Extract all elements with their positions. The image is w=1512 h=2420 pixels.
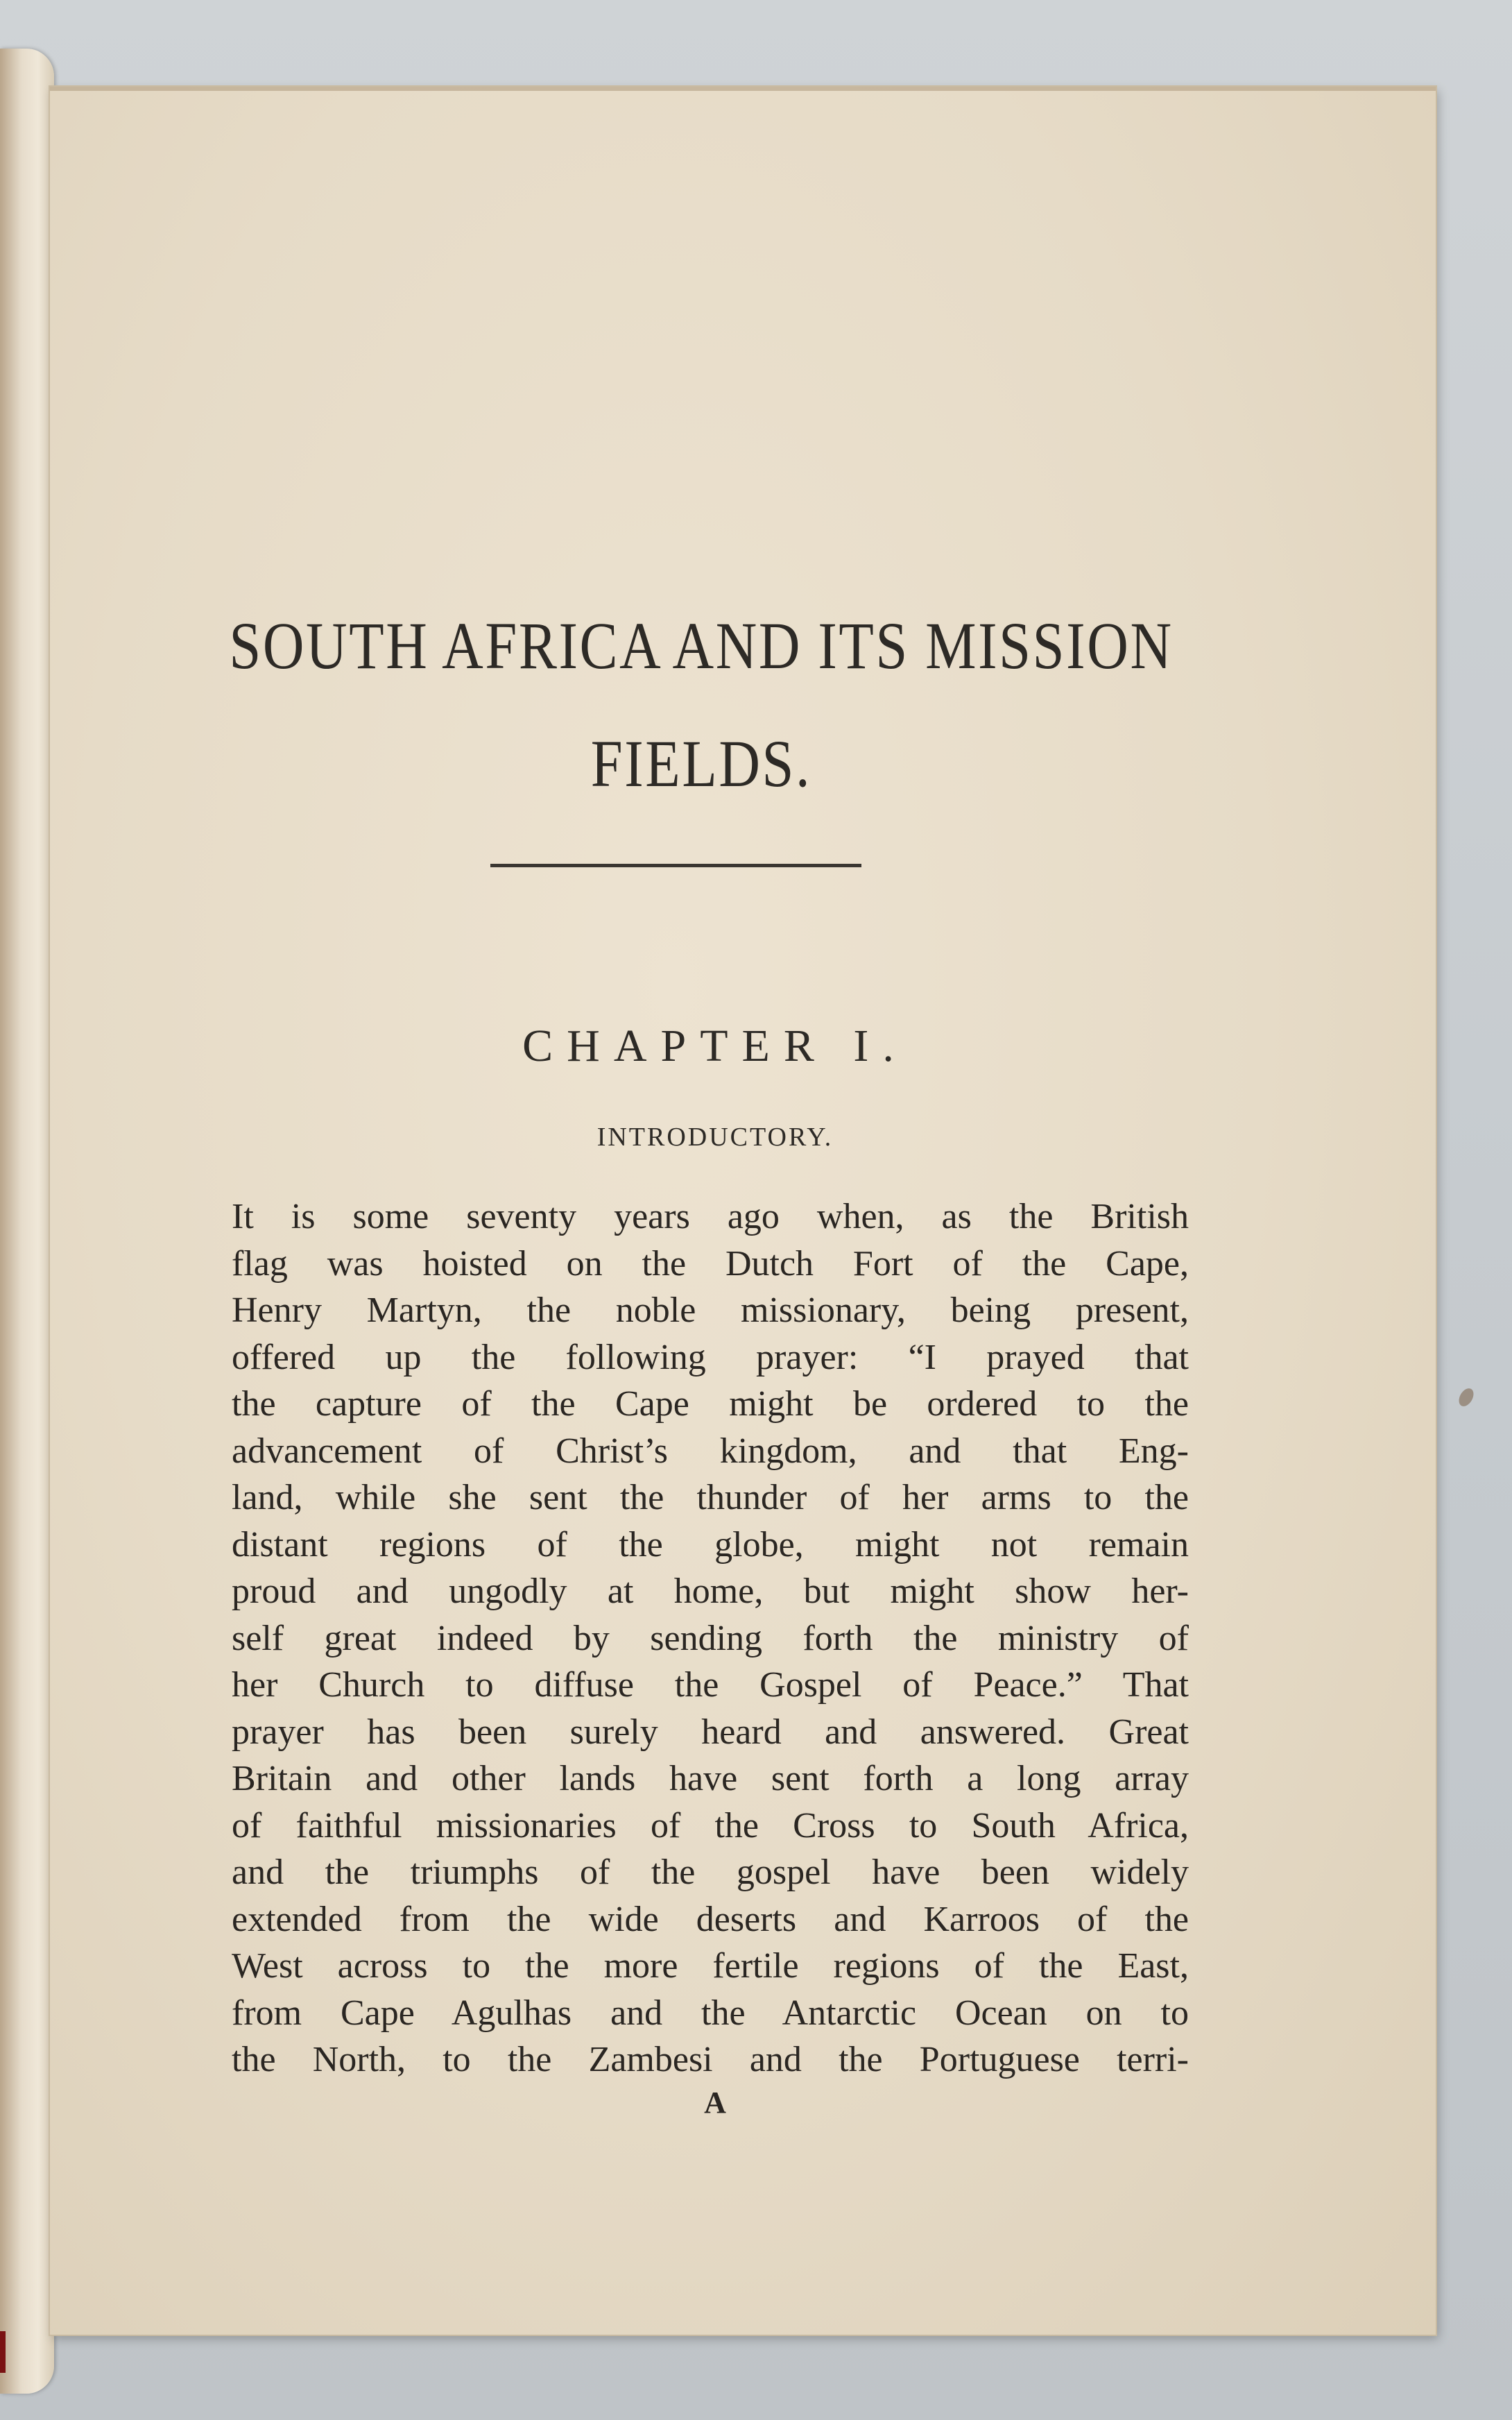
body-line: It is some seventy years ago when, as the British (232, 1197, 1189, 1236)
body-line: extended from the wide deserts and Karroos of the (232, 1899, 1189, 1939)
body-paragraph (232, 1193, 1189, 2084)
body-line: proud and ungodly at home, but might show her- (232, 1571, 1189, 1611)
book-spine-edge (0, 49, 54, 2394)
body-line: prayer has been surely heard and answered. Great (232, 1712, 1189, 1752)
body-line: the North, to the Zambesi and the Portuguese terri- (232, 2040, 1189, 2079)
body-line: offered up the following prayer: “I prayed that (232, 1337, 1189, 1377)
body-line: the capture of the Cape might be ordered to the (232, 1384, 1189, 1424)
book-page (50, 87, 1436, 2335)
body-line: self great indeed by sending forth the ministry of (232, 1618, 1189, 1658)
body-line: distant regions of the globe, might not remain (232, 1524, 1189, 1565)
title-divider-rule (490, 864, 861, 867)
spine-red-mark (0, 2331, 6, 2373)
book-title-line-2: FIELDS. (590, 726, 812, 801)
body-line: from Cape Agulhas and the Antarctic Ocean on to (232, 1993, 1189, 2033)
chapter-heading: CHAPTER I. (522, 1021, 908, 1071)
book-title-line-1: SOUTH AFRICA AND ITS MISSION (229, 608, 1174, 683)
signature-mark: A (704, 2086, 726, 2120)
body-line: flag was hoisted on the Dutch Fort of the Cape, (232, 1243, 1189, 1284)
body-line: West across to the more fertile regions of the East, (232, 1946, 1189, 1986)
paper-smudge (1456, 1386, 1477, 1408)
section-heading: INTRODUCTORY. (596, 1123, 834, 1152)
body-line: Henry Martyn, the noble missionary, being present, (232, 1290, 1189, 1330)
body-line: advancement of Christ’s kingdom, and that Eng- (232, 1431, 1189, 1471)
body-line: land, while she sent the thunder of her arms to the (232, 1478, 1189, 1517)
body-line: her Church to diffuse the Gospel of Peace.” That (232, 1665, 1189, 1705)
body-line: of faithful missionaries of the Cross to South Africa, (232, 1805, 1189, 1846)
page-top-edge (50, 87, 1436, 91)
body-line: Britain and other lands have sent forth a long array (232, 1759, 1189, 1798)
body-line: and the triumphs of the gospel have been widely (232, 1852, 1189, 1892)
